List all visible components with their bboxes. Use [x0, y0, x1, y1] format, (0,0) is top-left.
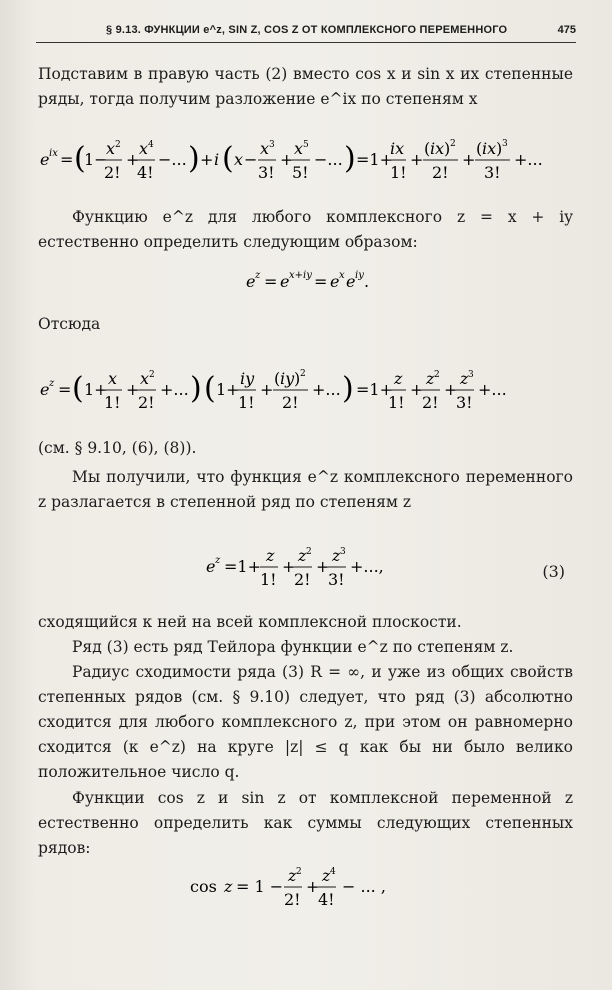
svg-text:=1+: =1+ — [356, 380, 393, 399]
svg-text:−...: −... — [314, 150, 343, 169]
svg-text:+: + — [260, 380, 274, 399]
svg-text:=: = — [58, 380, 72, 399]
svg-text:2: 2 — [115, 140, 121, 150]
svg-text:+: + — [126, 150, 140, 169]
paragraph-8: Радиус сходимости ряда (3) R = ∞, и уже из общих свойств степенных рядов (см. § 9.10) следует, что ряд (3) абсолютно сходится для любого комплексного z, при этом он равномерно сходится (к e^z) на круге |z| ≤ q как бы ни было велико положительное число q. — [38, 663, 573, 781]
svg-text:2: 2 — [300, 369, 306, 379]
svg-text:x: x — [234, 150, 244, 169]
svg-text:− ... ,: − ... , — [341, 877, 386, 896]
svg-text:z: z — [49, 378, 55, 389]
svg-text:.: . — [363, 272, 369, 291]
svg-text:+: + — [315, 557, 329, 576]
svg-text:z: z — [331, 546, 340, 565]
svg-text:2!: 2! — [138, 393, 155, 412]
svg-text:2!: 2! — [293, 570, 311, 589]
svg-text:(: ( — [476, 139, 483, 158]
svg-text:z: z — [265, 546, 274, 565]
formula-eix — [38, 130, 573, 190]
svg-text:cos: cos — [189, 877, 217, 896]
svg-text:(: ( — [72, 371, 84, 406]
svg-text:e: e — [205, 557, 215, 576]
svg-text:x: x — [140, 369, 150, 388]
svg-text:2!: 2! — [432, 163, 449, 182]
svg-text:2: 2 — [149, 370, 155, 380]
svg-text:+: + — [280, 150, 294, 169]
svg-text:+...: +... — [478, 380, 507, 399]
svg-text:z: z — [426, 369, 435, 388]
svg-text:3!: 3! — [327, 570, 345, 589]
svg-text:z: z — [287, 866, 296, 885]
svg-text:e: e — [345, 272, 355, 291]
equation-ez-definition — [38, 265, 573, 297]
svg-text:iy: iy — [280, 369, 295, 388]
svg-text:ix: ix — [482, 139, 497, 158]
svg-text:2!: 2! — [283, 890, 301, 909]
formula-ez-series — [176, 540, 436, 600]
svg-text:1!: 1! — [104, 393, 121, 412]
svg-text:x: x — [294, 139, 304, 158]
equation-cos-z — [38, 862, 573, 912]
svg-text:): ) — [444, 139, 451, 158]
svg-text:(: ( — [74, 141, 86, 176]
svg-text:+...: +... — [160, 380, 189, 399]
svg-text:): ) — [188, 141, 200, 176]
svg-text:e: e — [40, 380, 50, 399]
svg-text:3: 3 — [269, 140, 275, 150]
svg-text:1!: 1! — [388, 393, 405, 412]
svg-text:e: e — [329, 272, 339, 291]
svg-text:i: i — [214, 150, 220, 169]
svg-text:+: + — [126, 380, 140, 399]
svg-text:3!: 3! — [258, 163, 275, 182]
svg-text:e: e — [40, 150, 50, 169]
svg-text:ix: ix — [430, 139, 445, 158]
svg-text:1−: 1− — [84, 150, 108, 169]
svg-text:): ) — [344, 141, 356, 176]
svg-text:ix: ix — [390, 139, 405, 158]
svg-text:4!: 4! — [137, 163, 154, 182]
svg-text:= 1 −: = 1 − — [235, 877, 283, 896]
paragraph-4: (см. § 9.10, (6), (8)). — [38, 439, 197, 457]
svg-text:3: 3 — [468, 370, 474, 380]
svg-text:+: + — [200, 150, 214, 169]
paragraph-9: Функции cos z и sin z от комплексной переменной z естественно определить как суммы следующих степенных рядов: — [38, 789, 573, 857]
svg-text:+...: +... — [514, 150, 543, 169]
svg-text:e: e — [245, 272, 255, 291]
equation-number: (3) — [542, 562, 565, 581]
formula-cos-z — [186, 862, 426, 912]
svg-text:): ) — [342, 371, 354, 406]
paragraph-5: Мы получили, что функция e^z комплексного переменного z разлагается в степенной ряд по степеням z — [38, 468, 573, 511]
svg-text:iy: iy — [354, 270, 364, 281]
running-header — [36, 20, 576, 43]
svg-text:(: ( — [204, 371, 216, 406]
svg-text:): ) — [496, 139, 503, 158]
svg-text:iy: iy — [240, 369, 255, 388]
svg-text:+: + — [410, 380, 424, 399]
svg-text:2: 2 — [450, 139, 456, 149]
svg-text:5: 5 — [303, 140, 309, 150]
svg-text:4!: 4! — [317, 890, 335, 909]
svg-text:4: 4 — [329, 867, 336, 877]
svg-text:x: x — [338, 270, 345, 281]
svg-text:+: + — [410, 150, 424, 169]
svg-text:2!: 2! — [422, 393, 439, 412]
svg-text:2: 2 — [295, 867, 302, 877]
svg-text:z: z — [460, 369, 469, 388]
svg-text:(: ( — [424, 139, 431, 158]
svg-text:=1+: =1+ — [223, 557, 261, 576]
svg-text:(: ( — [274, 369, 281, 388]
svg-text:x: x — [260, 139, 270, 158]
svg-text:2!: 2! — [282, 393, 299, 412]
paragraph-3: Отсюда — [38, 315, 101, 333]
svg-text:1!: 1! — [238, 393, 255, 412]
svg-text:=1+: =1+ — [356, 150, 393, 169]
formula-ez-product — [38, 360, 573, 420]
svg-text:z: z — [214, 555, 220, 566]
svg-text:(: ( — [222, 141, 234, 176]
svg-text:+: + — [305, 877, 319, 896]
svg-text:5!: 5! — [292, 163, 309, 182]
svg-text:1+: 1+ — [216, 380, 240, 399]
svg-text:1!: 1! — [259, 570, 277, 589]
formula-ez-def — [206, 265, 406, 297]
svg-text:=: = — [313, 272, 327, 291]
equation-ez-series — [38, 540, 573, 600]
svg-text:2: 2 — [434, 370, 440, 380]
paragraph-6: сходящийся к ней на всей комплексной плоскости. — [38, 613, 462, 631]
svg-text:ix: ix — [49, 148, 58, 159]
svg-text:3!: 3! — [484, 163, 501, 182]
svg-text:z: z — [297, 546, 306, 565]
svg-text:z: z — [321, 866, 330, 885]
svg-text:z: z — [254, 270, 260, 281]
svg-text:3: 3 — [502, 139, 508, 149]
equation-ez-product — [38, 360, 573, 420]
svg-text:x+iy: x+iy — [288, 270, 312, 281]
svg-text:4: 4 — [148, 140, 154, 150]
svg-text:2!: 2! — [104, 163, 121, 182]
svg-text:=: = — [60, 150, 74, 169]
equation-eix-expansion — [38, 130, 573, 190]
svg-text:+...: +... — [312, 380, 341, 399]
svg-text:+: + — [462, 150, 476, 169]
svg-text:−: − — [244, 150, 258, 169]
page-number: 475 — [557, 24, 576, 36]
svg-text:x: x — [106, 139, 116, 158]
svg-text:z: z — [223, 877, 232, 896]
svg-text:3: 3 — [339, 547, 346, 557]
paragraph-1: Подставим в правую часть (2) вместо cos x и sin x их степенные ряды, тогда получим разложение e^ix по степеням x — [38, 65, 573, 108]
svg-text:x: x — [139, 139, 149, 158]
svg-text:+...,: +..., — [349, 557, 384, 576]
svg-text:): ) — [294, 369, 301, 388]
svg-text:z: z — [394, 369, 403, 388]
paragraph-2: Функцию e^z для любого комплексного z = x + iy естественно определить следующим образом: — [38, 208, 573, 251]
svg-text:−...: −... — [158, 150, 187, 169]
svg-text:e: e — [279, 272, 289, 291]
svg-text:+: + — [281, 557, 295, 576]
svg-text:x: x — [108, 369, 118, 388]
svg-text:1!: 1! — [390, 163, 407, 182]
header-title: § 9.13. ФУНКЦИИ e^z, SIN Z, COS Z ОТ КОМПЛЕКСНОГО ПЕРЕМЕННОГО — [106, 24, 508, 36]
svg-text:): ) — [190, 371, 202, 406]
svg-text:1+: 1+ — [84, 380, 108, 399]
svg-text:2: 2 — [305, 547, 312, 557]
svg-text:+: + — [444, 380, 458, 399]
svg-text:3!: 3! — [456, 393, 473, 412]
paragraph-7: Ряд (3) есть ряд Тейлора функции e^z по степеням z. — [72, 638, 514, 656]
svg-text:=: = — [263, 272, 277, 291]
